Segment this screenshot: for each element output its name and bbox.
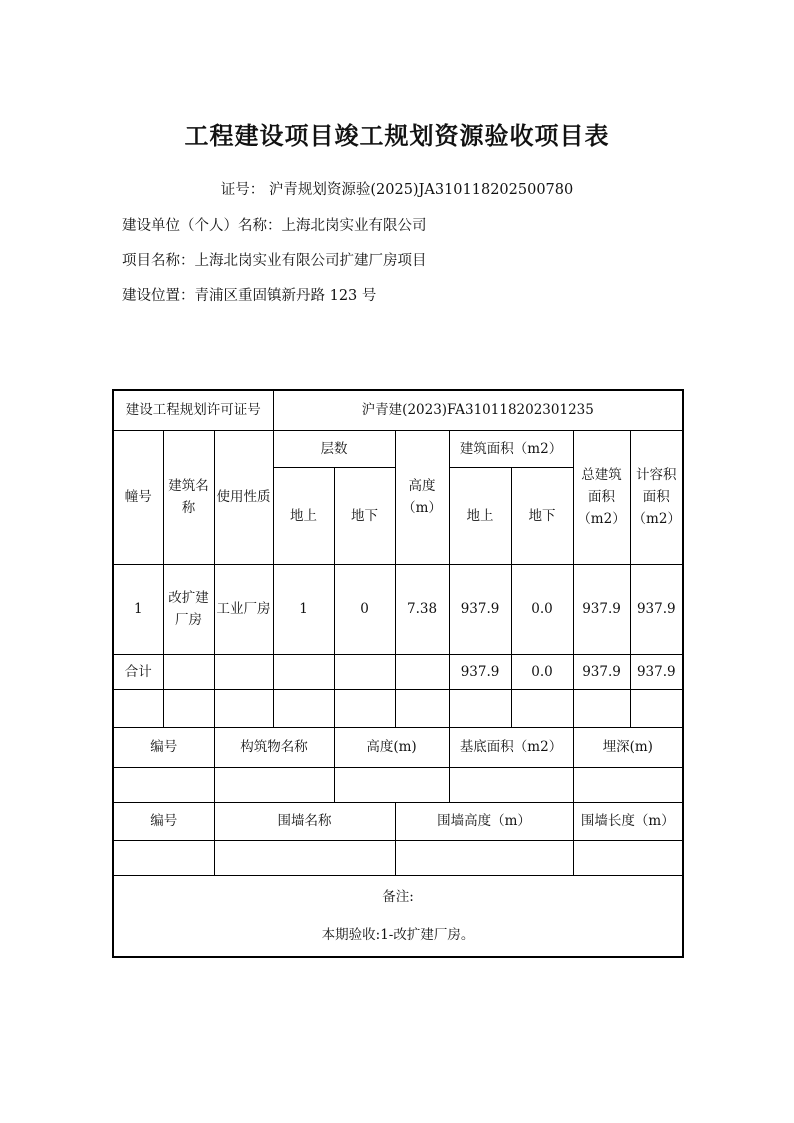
structure-no-header: 编号	[113, 727, 214, 767]
structure-height-header: 高度(m)	[334, 727, 449, 767]
header-building-name: 建筑名称	[163, 430, 214, 564]
total-area-above: 937.9	[449, 654, 511, 689]
header-floors: 层数	[273, 430, 395, 467]
total-row	[113, 654, 683, 689]
cell-area-below: 0.0	[511, 564, 573, 654]
header-far-area: 计容积面积（m2）	[630, 430, 683, 564]
permit-label: 建设工程规划许可证号	[113, 390, 273, 430]
header-floors-above: 地上	[273, 467, 334, 564]
header-height: 高度（m）	[395, 430, 449, 564]
header-area: 建筑面积（m2）	[449, 430, 573, 467]
project-name: 项目名称：上海北岗实业有限公司扩建厂房项目	[122, 253, 427, 269]
cell-building-no: 1	[113, 564, 163, 654]
wall-no-header: 编号	[113, 802, 214, 840]
wall-empty-row	[113, 840, 683, 875]
wall-length-header: 围墙长度（m）	[573, 802, 683, 840]
acceptance-table	[112, 389, 684, 958]
empty-row	[113, 689, 683, 727]
cell-floors-below: 0	[334, 564, 395, 654]
cell-area-above: 937.9	[449, 564, 511, 654]
cell-usage: 工业厂房	[214, 564, 273, 654]
header-total-area: 总建筑面积（m2）	[573, 430, 630, 564]
header-building-no: 幢号	[113, 430, 163, 564]
total-area-below: 0.0	[511, 654, 573, 689]
structure-empty-row	[113, 767, 683, 802]
wall-name-header: 围墙名称	[214, 802, 395, 840]
cell-far-area: 937.9	[630, 564, 683, 654]
structure-base-area-header: 基底面积（m2）	[449, 727, 573, 767]
permit-number: 沪青建(2023)FA310118202301235	[273, 390, 683, 430]
structure-name-header: 构筑物名称	[214, 727, 334, 767]
total-far-area: 937.9	[630, 654, 683, 689]
header-row-1	[113, 430, 683, 467]
permit-row	[113, 390, 683, 430]
cell-total-area: 937.9	[573, 564, 630, 654]
header-area-above: 地上	[449, 467, 511, 564]
remark-text: 本期验收:1-改扩建厂房。	[321, 926, 475, 943]
cell-height: 7.38	[395, 564, 449, 654]
wall-header-row	[113, 802, 683, 840]
structure-depth-header: 埋深(m)	[573, 727, 683, 767]
header-area-below: 地下	[511, 467, 573, 564]
applicant-name: 建设单位（个人）名称：上海北岗实业有限公司	[122, 218, 427, 234]
header-floors-below: 地下	[334, 467, 395, 564]
remark-row	[113, 875, 683, 957]
total-label: 合计	[113, 654, 163, 689]
remark-cell	[113, 875, 683, 957]
header-usage: 使用性质	[214, 430, 273, 564]
remark-label: 备注:	[382, 888, 414, 905]
total-total-area: 937.9	[573, 654, 630, 689]
document-title: 工程建设项目竣工规划资源验收项目表	[184, 121, 610, 150]
project-location: 建设位置：青浦区重固镇新丹路 123 号	[122, 288, 377, 304]
certificate-number: 证号： 沪青规划资源验(2025)JA310118202500780	[220, 182, 574, 198]
table-row	[113, 564, 683, 654]
cell-building-name: 改扩建厂房	[163, 564, 214, 654]
wall-height-header: 围墙高度（m）	[395, 802, 573, 840]
cell-floors-above: 1	[273, 564, 334, 654]
structure-header-row	[113, 727, 683, 767]
